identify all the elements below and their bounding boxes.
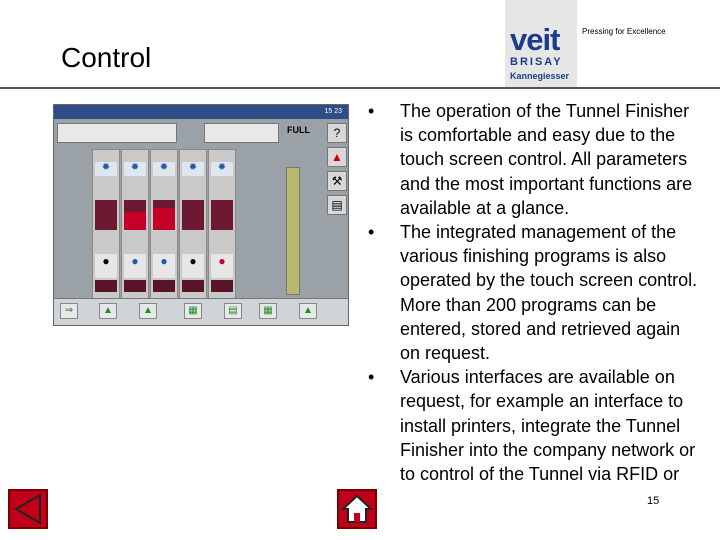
screen-header-bar bbox=[54, 105, 348, 119]
screen-clock: 15 23 bbox=[324, 108, 342, 115]
shirt-icon: ▲ bbox=[299, 303, 317, 319]
page-number: 15 bbox=[647, 495, 660, 507]
logo-veit: veit bbox=[510, 22, 560, 57]
tunnel-icon: ▦ bbox=[184, 303, 202, 319]
document-icon: ▤ bbox=[327, 195, 347, 215]
zone-column: ✹ ● bbox=[92, 149, 120, 299]
zone-column: ✹ ● bbox=[208, 149, 236, 299]
tagline: Pressing for Excellence bbox=[582, 27, 666, 36]
company-logo bbox=[505, 0, 577, 87]
screen-parameter-box bbox=[204, 123, 279, 143]
printer-icon: ▤ bbox=[224, 303, 242, 319]
logo-brisay: BRISAY bbox=[510, 56, 563, 68]
tools-icon: ⚒ bbox=[327, 171, 347, 191]
bullet-item: • The operation of the Tunnel Finisher is comfortable and easy due to the touch screen control. All parameters and the most important functions are available at a glance. bbox=[365, 99, 700, 220]
zone-column: ✹ ● bbox=[179, 149, 207, 299]
slide-title: Control bbox=[61, 42, 152, 73]
home-icon[interactable] bbox=[337, 489, 377, 529]
tunnel-icon: ▦ bbox=[259, 303, 277, 319]
screen-full-label: FULL bbox=[287, 125, 310, 135]
bullet-item: • The integrated management of the various finishing programs is also operated by the touch screen control. More than 200 programs can be entered, stored and retrieved again on request. bbox=[365, 220, 700, 365]
logo-kannegiesser: Kannegiesser bbox=[510, 71, 570, 81]
conveyor-icon: ⇒ bbox=[60, 303, 78, 319]
bullet-item: • Various interfaces are available on request, for example an interface to install printers, integrate the Tunnel Finisher into the company network or to control of the Tunnel via RFID or bbox=[365, 365, 700, 486]
warning-icon: ▲ bbox=[327, 147, 347, 167]
zone-column: ✹ ● bbox=[150, 149, 178, 299]
touch-screen-screenshot bbox=[53, 104, 349, 326]
screen-program-box bbox=[57, 123, 177, 143]
screen-bottom-toolbar bbox=[54, 298, 348, 325]
tunnel-conveyor bbox=[286, 167, 300, 295]
back-arrow-icon[interactable] bbox=[8, 489, 48, 529]
help-icon: ? bbox=[327, 123, 347, 143]
garment-icon: ▲ bbox=[139, 303, 157, 319]
title-divider bbox=[0, 87, 720, 89]
bullet-list bbox=[365, 99, 700, 486]
garment-icon: ▲ bbox=[99, 303, 117, 319]
zone-column: ✹ ● bbox=[121, 149, 149, 299]
